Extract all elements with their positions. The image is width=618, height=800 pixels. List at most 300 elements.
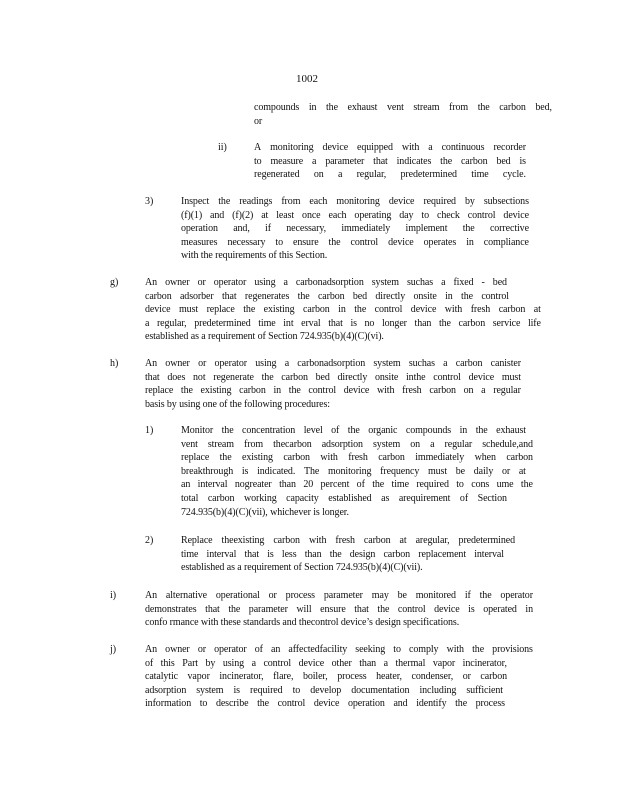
word: the <box>477 102 490 113</box>
word: may <box>371 590 389 601</box>
word: that <box>244 548 260 560</box>
word: comply <box>409 644 439 655</box>
word: required <box>416 479 449 491</box>
word: provisions <box>492 644 533 655</box>
word: measure <box>270 155 304 167</box>
word: control <box>350 236 379 248</box>
word: carbon <box>460 155 488 167</box>
word: does <box>167 371 186 383</box>
word: other <box>331 657 352 669</box>
word: readings <box>239 196 273 207</box>
word: incinerator, <box>462 657 507 669</box>
word: interval <box>206 548 237 560</box>
word: if <box>464 590 471 601</box>
word: in <box>525 603 533 615</box>
word: a <box>311 155 317 167</box>
text-line <box>181 451 533 465</box>
word: bed <box>315 371 330 383</box>
word: replace <box>145 385 174 397</box>
word: a <box>337 169 343 181</box>
word: or <box>268 590 277 601</box>
text-line <box>145 290 509 304</box>
word: seeking <box>355 644 386 655</box>
word: that <box>221 290 237 302</box>
text-line <box>254 101 552 115</box>
word: operator <box>213 277 247 288</box>
word: at <box>533 304 541 316</box>
word: thecarbon <box>273 438 312 450</box>
word: device <box>410 304 437 316</box>
text-line <box>254 141 526 155</box>
word: daily <box>473 465 494 477</box>
word: carbon <box>383 548 411 560</box>
word: carbonadsorption <box>297 358 366 369</box>
text-line <box>145 657 507 671</box>
word: to <box>292 684 301 696</box>
word: device <box>388 196 415 207</box>
word: this <box>160 657 175 669</box>
word: at <box>261 209 269 221</box>
word: develop <box>310 684 342 696</box>
word: compounds <box>405 425 452 436</box>
word: thermal <box>395 657 426 669</box>
word: subsections <box>483 196 529 207</box>
text-line <box>145 317 541 331</box>
word: will <box>296 603 312 615</box>
section-g-text <box>145 276 541 344</box>
word: affectedfacility <box>288 644 348 655</box>
word: An <box>145 358 158 369</box>
item-label-ii: ii) <box>218 142 227 153</box>
word: schedule,and <box>482 438 533 450</box>
word: or <box>462 671 471 683</box>
word: necessary <box>227 236 266 248</box>
word: control <box>433 371 461 383</box>
word: device <box>434 603 460 615</box>
word: device <box>322 142 349 153</box>
word: to <box>275 236 284 248</box>
word: as <box>381 492 390 504</box>
text-line <box>181 236 529 250</box>
section-label-h: h) <box>110 358 119 369</box>
word: must <box>427 465 448 477</box>
text-line <box>181 548 504 562</box>
word: vent <box>386 102 404 113</box>
item-h1-text <box>181 424 533 519</box>
word: control <box>263 657 292 669</box>
word: canister <box>490 358 521 369</box>
word: regular <box>493 385 521 397</box>
word: compliance <box>483 236 529 248</box>
item-ii-text <box>254 141 526 182</box>
word: is <box>350 317 357 329</box>
word: the <box>354 304 367 316</box>
word: a <box>428 142 433 153</box>
word: describe <box>215 698 249 710</box>
word: parameter <box>325 155 365 167</box>
section-label-g: g) <box>110 277 119 288</box>
text-line <box>181 195 529 209</box>
word: to <box>421 209 429 221</box>
word: required <box>250 684 283 696</box>
word: suchas <box>408 358 435 369</box>
section-label-j: j) <box>110 644 117 655</box>
word: alternative <box>165 590 208 601</box>
word: carbon <box>283 452 310 464</box>
word: once <box>302 209 321 221</box>
word: the <box>328 236 341 248</box>
word: bed <box>492 277 507 288</box>
word: than <box>279 479 296 491</box>
text-line <box>181 492 507 506</box>
word: and <box>210 209 225 221</box>
word: that <box>373 155 388 167</box>
word: operator <box>214 644 247 655</box>
word: directly <box>337 371 368 383</box>
word: suchas <box>406 277 434 288</box>
word: and <box>393 698 408 710</box>
word: process <box>285 590 315 601</box>
word: is <box>519 155 526 167</box>
text-line: with the requirements of this Section. <box>181 250 328 262</box>
word: on <box>410 438 421 450</box>
word: monitoring <box>327 465 372 477</box>
item-h2-text <box>181 534 515 575</box>
word: adsorption <box>145 684 187 696</box>
word: capacity <box>286 492 319 504</box>
word: condenser, <box>411 671 454 683</box>
word: implement <box>405 223 448 235</box>
word: than <box>304 548 322 560</box>
word: a <box>383 657 388 669</box>
word: the <box>347 425 360 436</box>
word: catalytic <box>145 671 178 683</box>
word: the <box>472 644 485 655</box>
word: must <box>501 371 521 383</box>
word: operator <box>500 590 533 601</box>
word: carbon <box>455 358 483 369</box>
word: replace <box>206 304 235 316</box>
word: that <box>145 371 160 383</box>
word: immediately <box>341 223 391 235</box>
word: system <box>373 438 401 450</box>
word: is <box>468 603 475 615</box>
word: than <box>414 317 432 329</box>
word: parameter <box>248 603 288 615</box>
word: of <box>356 479 365 491</box>
word: stream <box>207 438 234 450</box>
word: concentration <box>242 425 296 436</box>
text-line <box>145 603 533 617</box>
word: in <box>308 102 317 113</box>
word: documentation <box>351 684 410 696</box>
word: operating <box>354 209 392 221</box>
word: existing <box>200 385 232 397</box>
word: the <box>288 385 301 397</box>
word: Replace <box>181 535 213 546</box>
word: exhaust <box>496 425 526 436</box>
word: interval <box>474 548 504 560</box>
text-line <box>145 697 505 711</box>
word: of <box>145 657 154 669</box>
word: control <box>277 698 306 710</box>
word: control <box>467 209 496 221</box>
word: fresh <box>470 304 491 316</box>
word: sufficient <box>466 684 503 696</box>
word: replace <box>181 452 210 464</box>
word: is <box>241 465 249 477</box>
word: device <box>313 698 340 710</box>
word: using <box>255 358 277 369</box>
text-line <box>145 276 507 290</box>
word: the <box>372 479 385 491</box>
word: if <box>265 223 271 235</box>
word: is <box>233 684 240 696</box>
text-line <box>254 155 526 169</box>
word: of <box>459 492 469 504</box>
text-line <box>181 424 526 438</box>
word: than <box>359 657 377 669</box>
word: or <box>198 358 207 369</box>
word: vapor <box>432 657 456 669</box>
word: ensure <box>320 603 346 615</box>
word: with <box>446 644 464 655</box>
word: that <box>328 317 343 329</box>
word: cons <box>471 479 490 491</box>
word: 20 <box>303 479 314 491</box>
word: exhaust <box>347 102 378 113</box>
word: onsite <box>374 371 399 383</box>
word: ume <box>496 479 514 491</box>
word: in <box>459 425 468 436</box>
word: Part <box>182 657 198 669</box>
word: the <box>261 371 274 383</box>
text-line <box>254 168 526 182</box>
word: continuous <box>441 142 485 153</box>
word: measures <box>181 236 218 248</box>
word: by <box>205 657 216 669</box>
word: with <box>308 535 327 546</box>
word: with <box>320 452 338 464</box>
word: process <box>337 671 367 683</box>
word: control <box>308 385 337 397</box>
word: regular <box>444 438 473 450</box>
word: design <box>349 548 376 560</box>
word: control <box>397 603 426 615</box>
word: the <box>438 317 451 329</box>
word: time <box>181 548 199 560</box>
word: (f)(2) <box>232 209 254 221</box>
word: cycle. <box>502 169 526 181</box>
word: inthe <box>406 371 426 383</box>
word: with <box>376 385 395 397</box>
word: Section <box>477 492 507 504</box>
word: the <box>461 290 473 302</box>
word: adsorber <box>179 290 214 302</box>
word: on <box>313 169 324 181</box>
word: must <box>179 304 199 316</box>
word: carbon <box>281 371 308 383</box>
word: - <box>481 277 485 288</box>
word: including <box>419 684 457 696</box>
word: to <box>254 155 262 167</box>
word: carbon <box>273 535 300 546</box>
word: erval <box>301 317 321 329</box>
text-line <box>145 589 533 603</box>
word: flare, <box>273 671 294 683</box>
word: bed, <box>535 102 552 113</box>
word: carbon <box>303 304 330 316</box>
word: the <box>180 385 193 397</box>
word: demonstrates <box>145 603 197 615</box>
word: regenerate <box>213 371 254 383</box>
word: from <box>449 102 469 113</box>
word: time <box>258 317 276 329</box>
word: to <box>456 479 464 491</box>
word: the <box>475 425 488 436</box>
word: bed <box>496 155 511 167</box>
word: theexisting <box>221 535 265 546</box>
word: vapor <box>187 671 210 683</box>
word: least <box>276 209 295 221</box>
word: that <box>354 603 369 615</box>
word: predetermined <box>194 317 251 329</box>
word: from <box>281 196 301 207</box>
text-line: basis by using one of the following procedures: <box>145 398 330 410</box>
text-line: confo rmance with these standards and thecontrol device’s design specifications. <box>145 617 460 629</box>
word: operated <box>483 603 517 615</box>
word: a <box>283 277 288 288</box>
word: the <box>228 603 241 615</box>
word: to <box>393 644 401 655</box>
word: monitored <box>415 590 456 601</box>
word: the <box>455 698 468 710</box>
word: a <box>441 277 446 288</box>
word: breakthrough <box>181 465 234 477</box>
word: indicated. <box>257 465 296 477</box>
word: A <box>254 142 262 153</box>
word: organic <box>368 425 398 436</box>
word: time <box>471 169 489 181</box>
text-line <box>145 643 533 657</box>
word: system <box>373 358 401 369</box>
word: regular, <box>356 169 387 181</box>
word: each <box>309 196 328 207</box>
text-line: or <box>254 115 263 127</box>
word: or <box>197 644 206 655</box>
word: carbon <box>378 452 405 464</box>
word: replacement <box>418 548 467 560</box>
text-line <box>145 670 507 684</box>
word: the <box>326 102 338 113</box>
word: carbon <box>429 385 456 397</box>
word: service <box>492 317 521 329</box>
text-line <box>145 684 503 698</box>
text-line <box>181 465 526 479</box>
word: existing <box>242 452 273 464</box>
text-line <box>181 478 533 492</box>
word: necessary, <box>286 223 326 235</box>
word: when <box>474 452 496 464</box>
word: arequirement <box>398 492 451 504</box>
word: predetermined <box>400 169 457 181</box>
text-line: established as a requirement of Section 724.935(b)(4)(C)(vii). <box>181 562 423 574</box>
word: Monitor <box>181 425 214 436</box>
word: by <box>465 196 475 207</box>
word: bed <box>352 290 368 302</box>
word: be <box>397 590 407 601</box>
word: regenerated <box>254 169 300 181</box>
word: a <box>443 358 448 369</box>
item-label-3: 3) <box>145 196 154 207</box>
word: carbon <box>480 671 507 683</box>
text-line <box>181 222 529 236</box>
word: no <box>364 317 375 329</box>
word: established <box>328 492 372 504</box>
text-line: 724.935(b)(4)(C)(vii), whichever is longer. <box>181 506 349 518</box>
word: (f)(1) <box>181 209 203 221</box>
word: or <box>197 277 206 288</box>
word: operational <box>215 590 260 601</box>
word: nogreater <box>234 479 272 491</box>
word: the <box>218 196 231 207</box>
word: incinerator, <box>219 671 264 683</box>
word: total <box>181 492 199 504</box>
text-line: established as a requirement of Section 724.935(b)(4)(C)(vi). <box>145 331 384 343</box>
word: carbon <box>239 385 266 397</box>
word: the <box>479 590 492 601</box>
word: an <box>271 644 281 655</box>
item-label-h1: 1) <box>145 425 154 436</box>
word: the <box>243 304 256 316</box>
word: owner <box>165 358 190 369</box>
word: Inspect <box>181 196 210 207</box>
word: regenerates <box>244 290 290 302</box>
word: to <box>199 698 208 710</box>
section-h-text <box>145 357 521 411</box>
word: carbonadsorption <box>295 277 364 288</box>
word: the <box>520 479 533 491</box>
text-line <box>181 438 533 452</box>
word: operates <box>423 236 457 248</box>
word: owner <box>165 644 190 655</box>
word: operation <box>181 223 218 235</box>
word: onsite <box>413 290 437 302</box>
word: the <box>329 548 342 560</box>
word: fresh <box>348 452 368 464</box>
word: of <box>254 644 263 655</box>
word: level <box>303 425 323 436</box>
word: directly <box>375 290 406 302</box>
word: regular, <box>156 317 187 329</box>
word: system <box>196 684 224 696</box>
word: in <box>445 290 453 302</box>
word: fresh <box>335 535 355 546</box>
word: a <box>145 317 150 329</box>
word: vent <box>181 438 198 450</box>
word: the <box>219 452 232 464</box>
word: equipped <box>357 142 393 153</box>
word: device <box>388 236 414 248</box>
word: corrective <box>489 223 529 235</box>
word: carbon <box>498 304 526 316</box>
word: percent <box>320 479 350 491</box>
word: the <box>257 698 269 710</box>
word: device <box>298 657 325 669</box>
word: control <box>481 290 509 302</box>
word: existing <box>263 304 295 316</box>
word: process <box>475 698 505 710</box>
